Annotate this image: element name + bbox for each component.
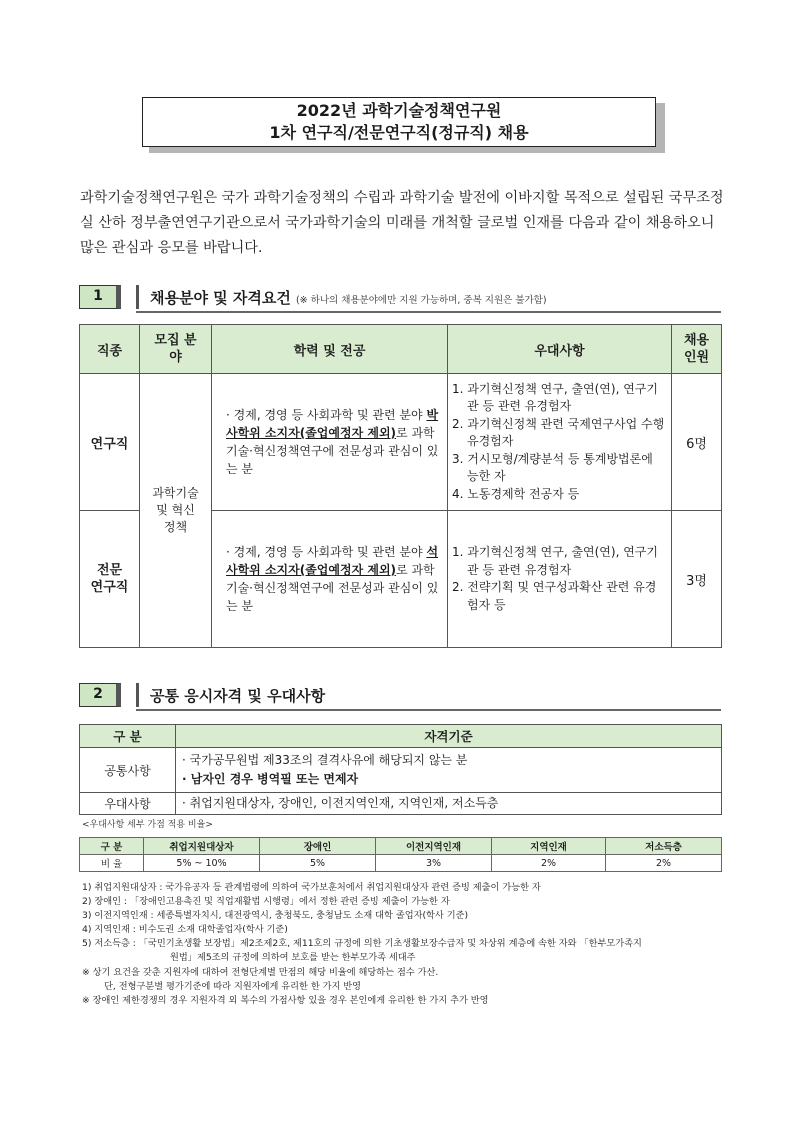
section-1-note: (※ 하나의 채용분야에만 지원 가능하며, 중복 지원은 불가함) xyxy=(295,295,547,306)
list-item: 4. 노동경제학 전공자 등 xyxy=(452,486,580,501)
criteria-cell xyxy=(176,748,722,793)
recruitment-header-row xyxy=(80,325,722,374)
header-field: 모집 분야 xyxy=(140,325,212,374)
ratio-caption: <우대사항 세부 가점 적용 비율> xyxy=(82,820,213,830)
section-2-number: 2 xyxy=(79,683,121,707)
job-cell xyxy=(80,511,140,648)
footnotes xyxy=(82,881,727,1008)
ratio-cell: 3% xyxy=(376,855,492,872)
education-cell xyxy=(212,511,448,648)
section-1-number: 1 xyxy=(79,285,121,309)
footnote: 3) 이전지역인재 : 세종특별자치시, 대전광역시, 충청북도, 충청남도 소재 대학 졸업자(학사 기준) xyxy=(82,910,469,922)
ratio-header: 취업지원대상자 xyxy=(144,838,260,855)
title-line-2: 1차 연구직/전문연구직(정규직) 채용 xyxy=(269,123,529,142)
list-item: 1. 과기혁신정책 연구, 출연(연), 연구기관 등 관련 유경험자 xyxy=(452,381,658,414)
education-text: 로 과학기술·혁신정책연구에 전문성과 관심이 있는 분 xyxy=(226,563,439,613)
intro-paragraph: 과학기술정책연구원은 국가 과학기술정책의 수립과 과학기술 발전에 이바지할 목적으로 설립된 국무조정실 산하 정부출연연구기관으로서 국가과학기술의 미래를 개척할 글로벌 인재를 다음과 같이 채용하오니 많은 관심과 응모를 바랍니다. xyxy=(80,190,724,256)
header-job: 직종 xyxy=(80,325,140,374)
ratio-header: 저소득층 xyxy=(606,838,722,855)
section-1-underline xyxy=(136,311,721,313)
section-1-heading xyxy=(150,287,547,308)
footnote: ※ 상기 요건을 갖춘 지원자에 대하여 전형단계별 만점의 해당 비율에 해당하는 점수 가산. xyxy=(82,966,439,978)
footnote: 단, 전형구분별 평가기준에 따라 지원자에게 유리한 한 가지 반영 xyxy=(104,980,362,992)
education-cell xyxy=(212,374,448,511)
footnote: 4) 지역인재 : 비수도권 소재 대학졸업자(학사 기준) xyxy=(82,924,288,936)
ratio-cell: 2% xyxy=(606,855,722,872)
list-item: 1. 과기혁신정책 연구, 출연(연), 연구기관 등 관련 유경험자 xyxy=(452,545,658,577)
education-text: · 경제, 경영 등 사회과학 및 관련 분야 xyxy=(226,545,427,559)
list-item: 2. 전략기획 및 연구성과확산 관련 유경험자 등 xyxy=(452,580,657,612)
section-2-bar xyxy=(136,683,139,707)
ratio-header-row xyxy=(80,838,722,855)
category-cell: 공통사항 xyxy=(80,748,176,793)
preference-list xyxy=(452,544,667,614)
footnote: 5) 저소득층 : 「국민기초생활 보장법」제2조제2호, 제11호의 규정에 의한 기초생활보장수급자 및 차상위 계층에 속한 자와 「한부모가족지 xyxy=(82,938,642,950)
common-qualification-table xyxy=(79,724,722,815)
footnote: 원법」제5조의 규정에 의하여 보호를 받는 한부모가족 세대주 xyxy=(170,952,416,964)
list-item: 2. 과기혁신정책 관련 국제연구사업 수행 유경험자 xyxy=(452,416,665,449)
field-cell xyxy=(140,374,212,648)
recruitment-table xyxy=(79,324,722,648)
header-preference: 우대사항 xyxy=(448,325,672,374)
section-2-heading xyxy=(150,685,325,706)
table-row xyxy=(80,374,722,511)
education-text: 로 과학기술·혁신정책연구에 전문성과 관심이 있는 분 xyxy=(226,426,439,476)
ratio-cell: 2% xyxy=(492,855,606,872)
table-row xyxy=(80,855,722,872)
table-row xyxy=(80,793,722,815)
field-label: 과학기술 및 혁신정책 xyxy=(152,486,199,534)
ratio-cell: 5% xyxy=(260,855,376,872)
section-1-bar xyxy=(136,285,139,309)
criteria-line: · 남자인 경우 병역필 또는 면제자 xyxy=(182,772,359,786)
ratio-header: 이전지역인재 xyxy=(376,838,492,855)
ratio-header: 지역인재 xyxy=(492,838,606,855)
job-cell: 연구직 xyxy=(80,374,140,511)
section-1-title: 채용분야 및 자격요건 xyxy=(150,289,291,307)
header-education: 학력 및 전공 xyxy=(212,325,448,374)
header-count: 채용 인원 xyxy=(672,325,722,374)
preference-cell xyxy=(448,511,672,648)
category-cell: 우대사항 xyxy=(80,793,176,815)
count-cell: 3명 xyxy=(672,511,722,648)
footnote: 1) 취업지원대상자 : 국가유공자 등 관계법령에 의하여 국가보훈처에서 취업지원대상자 관련 증빙 제출이 가능한 자 xyxy=(82,882,541,893)
ratio-header: 장애인 xyxy=(260,838,376,855)
education-degree: 박사학위 소지자(졸업예정자 제외) xyxy=(226,408,439,440)
section-2-title: 공통 응시자격 및 우대사항 xyxy=(150,687,326,705)
criteria-cell xyxy=(176,793,722,815)
criteria-line: · 국가공무원법 제33조의 결격사유에 해당되지 않는 분 xyxy=(182,753,468,767)
ratio-header: 구 분 xyxy=(80,838,144,855)
ratio-cell: 비 율 xyxy=(80,855,144,872)
common-header-row xyxy=(80,725,722,748)
count-cell: 6명 xyxy=(672,374,722,511)
header-category: 구 분 xyxy=(80,725,176,748)
title-line-1: 2022년 과학기술정책연구원 xyxy=(296,101,502,120)
ratio-table xyxy=(79,837,722,872)
table-row xyxy=(80,748,722,793)
education-degree: 석사학위 소지자(졸업예정자 제외) xyxy=(226,545,439,577)
section-2-underline xyxy=(136,709,721,711)
preference-cell xyxy=(448,374,672,511)
footnote: ※ 장애인 제한경쟁의 경우 지원자격 외 복수의 가점사항 있을 경우 본인에게 유리한 한 가지 추가 반영 xyxy=(82,994,489,1006)
criteria-line: · 취업지원대상자, 장애인, 이전지역인재, 지역인재, 저소득층 xyxy=(182,796,499,810)
ratio-cell: 5% ~ 10% xyxy=(144,855,260,872)
footnote: 2) 장애인 : 「장애인고용촉진 및 직업재활법 시행령」에서 정한 관련 증빙 제출이 가능한 자 xyxy=(82,896,450,908)
header-criteria: 자격기준 xyxy=(176,725,722,748)
page-title xyxy=(142,97,656,147)
job-label: 전문 연구직 xyxy=(90,563,129,595)
preference-list xyxy=(452,381,667,504)
education-text: · 경제, 경영 등 사회과학 및 관련 분야 xyxy=(226,408,427,422)
list-item: 3. 거시모형/계량분석 등 통계방법론에 능한 자 xyxy=(452,451,653,484)
